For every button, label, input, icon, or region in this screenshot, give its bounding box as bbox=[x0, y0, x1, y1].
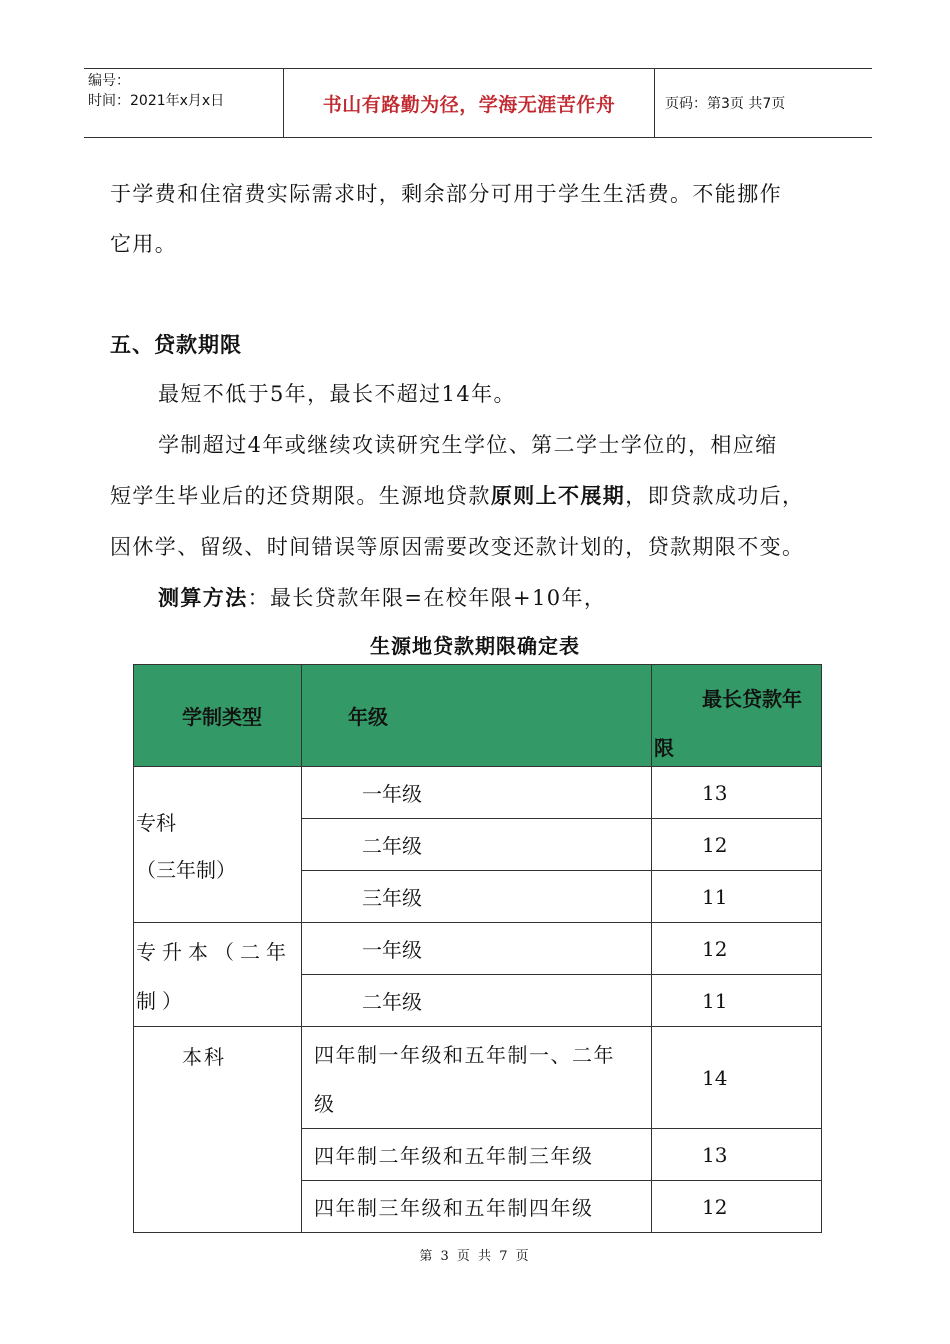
paragraph-2-line-3: 因休学、留级、时间错误等原因需要改变还款计划的，贷款期限不变。 bbox=[110, 535, 805, 559]
years-cell: 12 bbox=[652, 923, 822, 975]
paragraph-2-line-2 bbox=[110, 480, 804, 510]
grade-cell: 二年级 bbox=[302, 975, 652, 1027]
grade-cell: 一年级 bbox=[302, 923, 652, 975]
loan-term-table bbox=[133, 664, 822, 1233]
section-heading: 五、贷款期限 bbox=[110, 333, 242, 357]
table-title: 生源地贷款期限确定表 bbox=[370, 634, 580, 658]
paragraph-2-text-b: ，即贷款成功后， bbox=[625, 484, 805, 508]
grade-cell: 四年制一年级和五年制一、二年 级 bbox=[302, 1027, 652, 1129]
grade-cell: 二年级 bbox=[302, 819, 652, 871]
years-cell: 13 bbox=[652, 767, 822, 819]
header-cell-type: 学制类型 bbox=[134, 665, 302, 767]
method-label: 测算方法 bbox=[158, 586, 248, 610]
grade-cell: 四年制二年级和五年制三年级 bbox=[302, 1129, 652, 1181]
header-cell-grade: 年级 bbox=[302, 665, 652, 767]
document-number-label: 编号： bbox=[88, 73, 130, 89]
table-row bbox=[134, 923, 822, 975]
years-cell: 14 bbox=[652, 1027, 822, 1129]
page-footer: 第 3 页 共 7 页 bbox=[419, 1249, 531, 1264]
header-page-label: 页码：第3页 共7页 bbox=[665, 96, 786, 112]
group-shengben: 专升本（二年 制） bbox=[134, 923, 302, 1027]
years-cell: 11 bbox=[652, 975, 822, 1027]
grade-cell: 一年级 bbox=[302, 767, 652, 819]
table-row bbox=[134, 767, 822, 819]
header-motto: 书山有路勤为径，学海无涯苦作舟 bbox=[284, 69, 655, 137]
paragraph-1: 最短不低于5年，最长不超过14年。 bbox=[158, 382, 516, 406]
paragraph-2-bold: 原则上不展期 bbox=[490, 484, 626, 508]
header-cell-max: 最长贷款年 限 bbox=[652, 665, 822, 767]
paragraph-2-text-a: 短学生毕业后的还贷期限。生源地贷款 bbox=[110, 484, 491, 508]
years-cell: 13 bbox=[652, 1129, 822, 1181]
grade-cell: 三年级 bbox=[302, 871, 652, 923]
intro-line-2: 它用。 bbox=[110, 232, 178, 256]
years-cell: 12 bbox=[652, 1181, 822, 1233]
years-cell: 11 bbox=[652, 871, 822, 923]
method-text: ：最长贷款年限=在校年限+10年， bbox=[247, 586, 607, 610]
years-cell: 12 bbox=[652, 819, 822, 871]
group-zhuanke: 专科 （三年制） bbox=[134, 767, 302, 923]
grade-cell: 四年制三年级和五年制四年级 bbox=[302, 1181, 652, 1233]
group-benke: 本科 bbox=[134, 1027, 302, 1233]
header-meta bbox=[84, 69, 284, 137]
table-header-row bbox=[134, 665, 822, 767]
intro-line-1: 于学费和住宿费实际需求时，剩余部分可用于学生生活费。不能挪作 bbox=[110, 182, 782, 206]
document-time-label: 时间：2021年x月x日 bbox=[88, 93, 225, 109]
paragraph-3 bbox=[158, 582, 606, 612]
table-row bbox=[134, 1027, 822, 1129]
paragraph-2-line-1: 学制超过4年或继续攻读研究生学位、第二学士学位的，相应缩 bbox=[158, 433, 778, 457]
page-header bbox=[84, 68, 872, 138]
